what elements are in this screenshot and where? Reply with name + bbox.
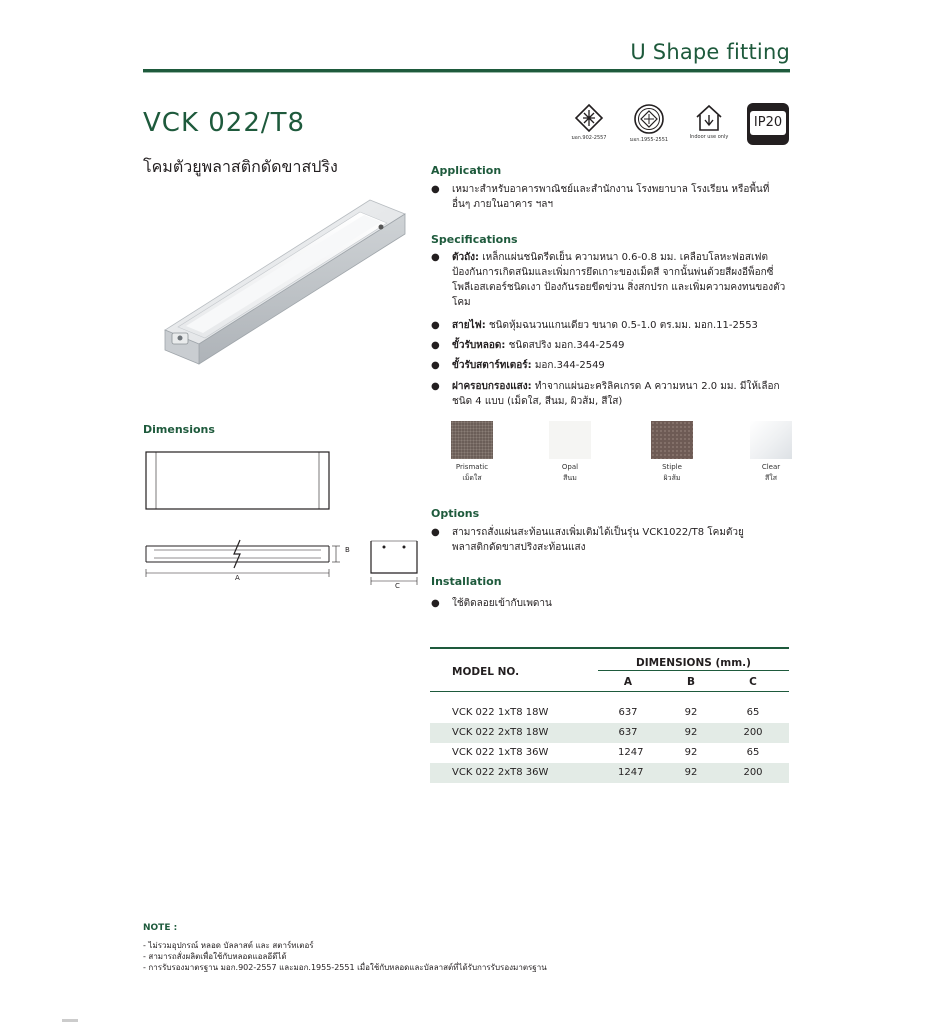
note-item: - สามารถสั่งผลิตเพื่อใช้กับหลอดแอลอีดีได้ xyxy=(143,952,287,961)
cell-c: 65 xyxy=(746,747,760,758)
installation-item xyxy=(431,596,751,611)
table-header-rule xyxy=(598,670,789,671)
spec-label: สายไฟ: xyxy=(452,320,486,331)
swatch-clear xyxy=(750,421,792,459)
swatch-caption-opal: Opal สีนม xyxy=(561,463,579,482)
tis-circle-mark xyxy=(621,103,677,144)
indoor-use-caption: Indoor use only xyxy=(689,134,729,140)
table-row xyxy=(430,723,789,743)
product-image xyxy=(155,192,415,367)
tis-circle-mark-caption: มอก.1955-2551 xyxy=(629,137,669,143)
bullet-icon: ● xyxy=(431,598,440,609)
spec-label: ตัวถัง: xyxy=(452,252,480,263)
specifications-heading: Specifications xyxy=(431,233,518,246)
spec-item-wire xyxy=(431,318,789,333)
table-row xyxy=(430,743,789,763)
dimensions-heading: Dimensions xyxy=(143,423,215,436)
installation-text: ใช้ติดลอยเข้ากับเพดาน xyxy=(452,598,552,609)
indoor-use-mark xyxy=(681,103,737,140)
table-header-model: MODEL NO. xyxy=(452,666,520,678)
spec-label: ขั้วรับหลอด: xyxy=(452,340,506,351)
page-header-title: U Shape fitting xyxy=(630,40,790,64)
swatch-caption-prismatic: Prismatic เม็ดใส xyxy=(455,463,489,482)
cell-model: VCK 022 1xT8 36W xyxy=(452,747,549,758)
cell-b: 92 xyxy=(684,707,698,718)
spec-text: ทำจากแผ่นอะคริลิคเกรด A ความหนา 2.0 มม. มีให้เลือกชนิด 4 แบบ (เม็ดใส, สีนม, ผิวส้ม, สีใส) xyxy=(452,381,780,407)
cell-a: 1247 xyxy=(618,767,644,778)
swatch-caption-stiple: Stiple ผิวส้ม xyxy=(662,463,682,482)
spec-item-lampholder xyxy=(431,338,789,353)
end-view-outline xyxy=(371,541,417,573)
product-subtitle: โคมตัวยูพลาสติกดัดขาสปริง xyxy=(143,157,338,176)
tis-mark-icon xyxy=(574,103,604,133)
model-title: VCK 022/T8 xyxy=(143,108,306,138)
cell-b: 92 xyxy=(684,747,698,758)
spec-item-body xyxy=(431,250,789,310)
header-rule-thin xyxy=(143,72,790,73)
table-header-c: C xyxy=(749,676,757,688)
options-text: สามารถสั่งแผ่นสะท้อนแสงเพิ่มเติมได้เป็นรุ่น VCK1022/T8 โคมตัวยูพลาสติกดัดขาสปริงสะท้อนแสง xyxy=(452,527,744,553)
ip20-badge-icon xyxy=(747,103,789,145)
spec-text: มอก.344-2549 xyxy=(531,360,605,371)
application-item xyxy=(431,182,771,212)
cell-b: 92 xyxy=(684,767,698,778)
note-heading: NOTE : xyxy=(143,923,178,933)
cell-model: VCK 022 1xT8 18W xyxy=(452,707,549,718)
spec-item-starter xyxy=(431,358,789,373)
note-item: - ไม่รวมอุปกรณ์ หลอด บัลลาสต์ และ สตาร์ทเตอร์ xyxy=(143,941,314,950)
spec-text: เหล็กแผ่นชนิดรีดเย็น ความหนา 0.6-0.8 มม. เคลือบโลหะฟอสเฟต ป้องกันการเกิดสนิมและเพิ่มการยึดเกาะของเม็ดสี จากนั้นพ่นด้วยสีผงอีพ็อกซี่ โพลีเอสเตอร์ชนิดเงา ป้องกันรอยขีดข่วน สิ่งสกปรก และเพิ่มความคงทนของตัวโคม xyxy=(452,252,786,308)
cell-model: VCK 022 2xT8 36W xyxy=(452,767,549,778)
table-row xyxy=(430,763,789,783)
ip20-badge-label: IP20 xyxy=(750,111,786,135)
cell-model: VCK 022 2xT8 18W xyxy=(452,727,549,738)
bullet-icon: ● xyxy=(431,184,440,195)
swatch-caption-clear: Clear สีใส xyxy=(761,463,781,482)
dimension-label-b: B xyxy=(345,546,350,554)
application-heading: Application xyxy=(431,164,502,177)
cell-b: 92 xyxy=(684,727,698,738)
bullet-icon: ● xyxy=(431,527,440,538)
bullet-icon: ● xyxy=(431,252,440,263)
table-row xyxy=(430,703,789,723)
installation-heading: Installation xyxy=(431,575,502,588)
tis-circle-mark-icon xyxy=(633,103,665,135)
spec-label: ฝาครอบกรองแสง: xyxy=(452,381,532,392)
dimension-label-c: C xyxy=(395,582,400,590)
bullet-icon: ● xyxy=(431,320,440,331)
table-header-a: A xyxy=(623,676,633,688)
bullet-icon: ● xyxy=(431,381,440,392)
spec-item-diffuser xyxy=(431,379,789,409)
spec-label: ขั้วรับสตาร์ทเตอร์: xyxy=(452,360,532,371)
cell-a: 637 xyxy=(618,707,638,718)
tis-mark-caption: มอก.902-2557 xyxy=(571,135,607,141)
cell-a: 637 xyxy=(618,727,638,738)
cell-c: 65 xyxy=(746,707,760,718)
footer-mark xyxy=(62,1019,78,1022)
options-heading: Options xyxy=(431,507,480,520)
application-text: เหมาะสำหรับอาคารพาณิชย์และสำนักงาน โรงพยาบาล โรงเรียน หรือพื้นที่อื่นๆ ภายในอาคาร ฯลฯ xyxy=(452,184,770,210)
swatch-prismatic xyxy=(451,421,493,459)
swatch-opal xyxy=(549,421,591,459)
table-header-b: B xyxy=(686,676,695,688)
table-top-rule xyxy=(430,647,789,649)
dimension-label-a: A xyxy=(235,574,240,582)
spec-text: ชนิดหุ้มฉนวนแกนเดียว ขนาด 0.5-1.0 ตร.มม. มอก.11-2553 xyxy=(485,320,758,331)
tis-mark xyxy=(561,103,617,142)
note-item: - การรับรองมาตรฐาน มอก.902-2557 และมอก.1955-2551 เมื่อใช้กับหลอดและบัลลาสต์ที่ได้รับการรับรองมาตรฐาน xyxy=(143,963,547,972)
top-view-outline xyxy=(146,452,329,509)
cell-c: 200 xyxy=(743,727,763,738)
spec-text: ชนิดสปริง มอก.344-2549 xyxy=(505,340,625,351)
cell-a: 1247 xyxy=(618,747,644,758)
swatch-stiple xyxy=(651,421,693,459)
bullet-icon: ● xyxy=(431,340,440,351)
dimension-drawing xyxy=(140,445,440,605)
table-header-dimensions: DIMENSIONS (mm.) xyxy=(636,657,751,669)
bullet-icon: ● xyxy=(431,360,440,371)
options-item xyxy=(431,525,751,555)
cell-c: 200 xyxy=(743,767,763,778)
indoor-use-icon xyxy=(693,103,725,133)
table-header-bottom-rule xyxy=(430,691,789,692)
